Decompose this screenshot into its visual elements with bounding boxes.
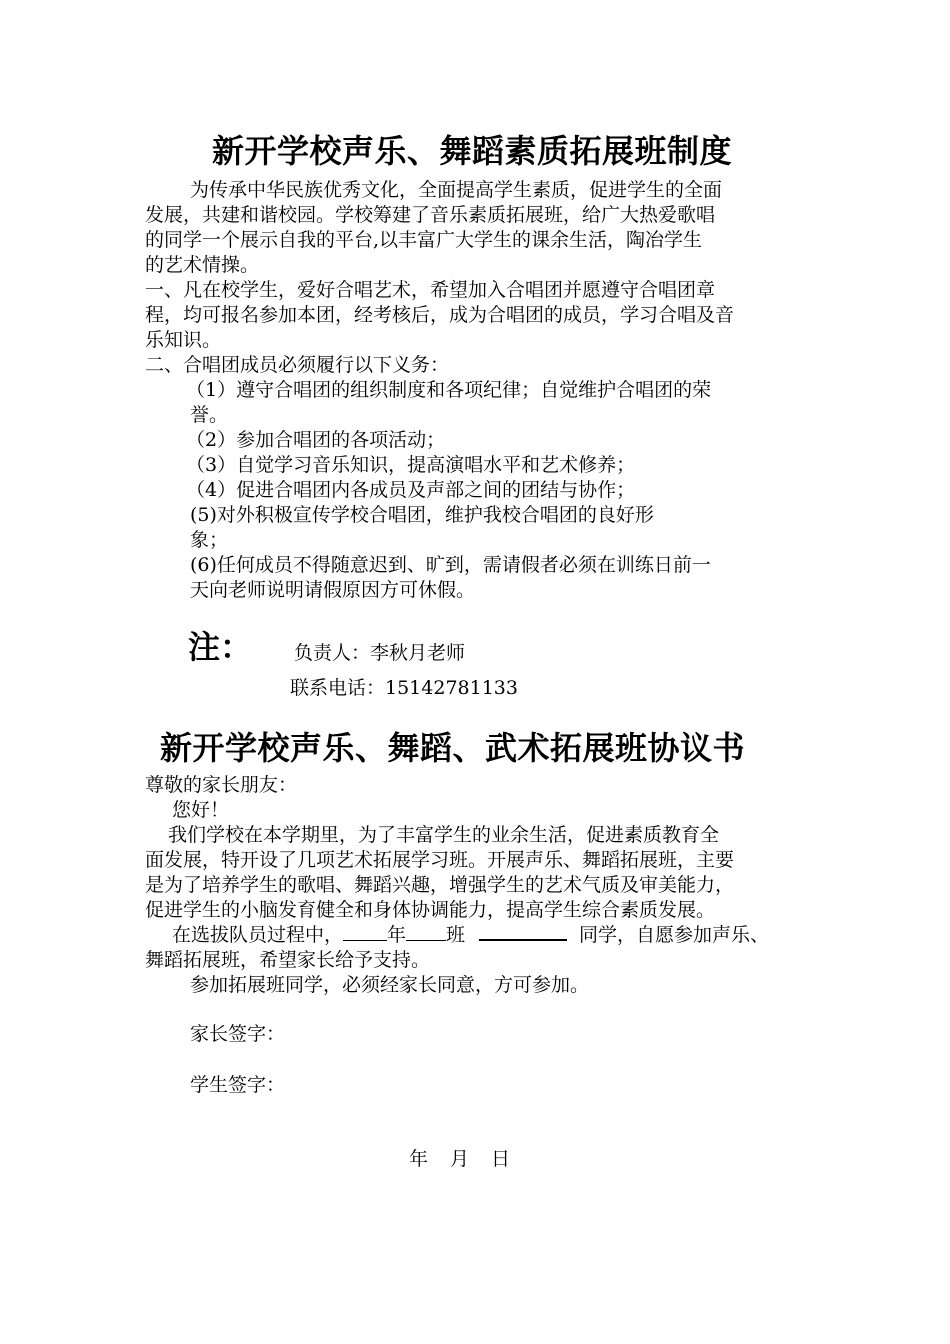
contact-person: 负责人：李秋月老师 — [294, 642, 466, 664]
contact-phone: 联系电话：15142781133 — [290, 677, 518, 699]
body-line-3: 是为了培养学生的歌唱、舞蹈兴趣，增强学生的艺术气质及审美能力， — [145, 874, 735, 896]
clause1-line-3: 乐知识。 — [145, 329, 222, 351]
intro-line-3: 的同学一个展示自我的平台,以丰富广大学生的课余生活，陶冶学生 — [145, 229, 703, 251]
duty-line-9: 天向老师说明请假原因方可休假。 — [190, 579, 476, 601]
clause2-heading: 二、合唱团成员必须履行以下义务： — [145, 354, 450, 376]
duty-line-2: 誉。 — [190, 404, 229, 426]
duty-line-5: （4）促进合唱团内各成员及声部之间的团结与协作； — [186, 479, 636, 501]
selection-prefix: 在选拔队员过程中， — [172, 924, 344, 946]
intro-line-1: 为传承中华民族优秀文化，全面提高学生素质，促进学生的全面 — [190, 179, 723, 201]
selection-year: 年 — [387, 924, 407, 946]
regulations-title: 新开学校声乐、舞蹈素质拓展班制度 — [212, 132, 733, 170]
consent-line: 参加拓展班同学，必须经家长同意，方可参加。 — [190, 974, 590, 996]
clause1-line-2: 程，均可报名参加本团，经考核后，成为合唱团的成员，学习合唱及音 — [145, 304, 735, 326]
body-line-1: 我们学校在本学期里，为了丰富学生的业余生活，促进素质教育全 — [168, 824, 720, 846]
student-sign: 学生签字： — [190, 1074, 286, 1096]
date-month: 月 — [450, 1148, 470, 1170]
student-name-blank[interactable] — [479, 923, 567, 941]
intro-line-4: 的艺术情操。 — [145, 254, 260, 276]
selection-line — [172, 923, 769, 947]
year-blank[interactable] — [343, 924, 387, 941]
duty-line-1: （1）遵守合唱团的组织制度和各项纪律；自觉维护合唱团的荣 — [186, 379, 712, 401]
parent-sign: 家长签字： — [190, 1023, 286, 1045]
duty-line-4: （3）自觉学习音乐知识，提高演唱水平和艺术修养； — [186, 454, 636, 476]
duty-line-3: （2）参加合唱团的各项活动； — [186, 429, 446, 451]
selection-class: 班 — [446, 924, 466, 946]
body-line-4: 促进学生的小脑发育健全和身体协调能力，提高学生综合素质发展。 — [145, 899, 716, 921]
selection-suffix: 同学，自愿参加声乐、 — [579, 924, 770, 946]
selection-line-2: 舞蹈拓展班，希望家长给予支持。 — [145, 949, 431, 971]
date-year: 年 — [409, 1148, 429, 1170]
date-day: 日 — [491, 1148, 511, 1170]
duty-line-6: (5)对外积极宣传学校合唱团，维护我校合唱团的良好形 — [190, 504, 654, 526]
clause1-line-1: 一、凡在校学生，爱好合唱艺术，希望加入合唱团并愿遵守合唱团章 — [145, 279, 716, 301]
intro-line-2: 发展，共建和谐校园。学校筹建了音乐素质拓展班，给广大热爱歌唱 — [145, 204, 716, 226]
class-blank[interactable] — [406, 924, 446, 941]
note-label: 注： — [188, 628, 253, 666]
greeting: 您好！ — [172, 799, 230, 821]
duty-line-8: (6)任何成员不得随意迟到、旷到，需请假者必须在训练日前一 — [190, 554, 711, 576]
salutation: 尊敬的家长朋友： — [145, 774, 298, 796]
agreement-title: 新开学校声乐、舞蹈、武术拓展班协议书 — [160, 729, 746, 767]
date-line — [409, 1147, 510, 1171]
duty-line-7: 象； — [190, 529, 229, 551]
body-line-2: 面发展，特开设了几项艺术拓展学习班。开展声乐、舞蹈拓展班，主要 — [145, 849, 735, 871]
